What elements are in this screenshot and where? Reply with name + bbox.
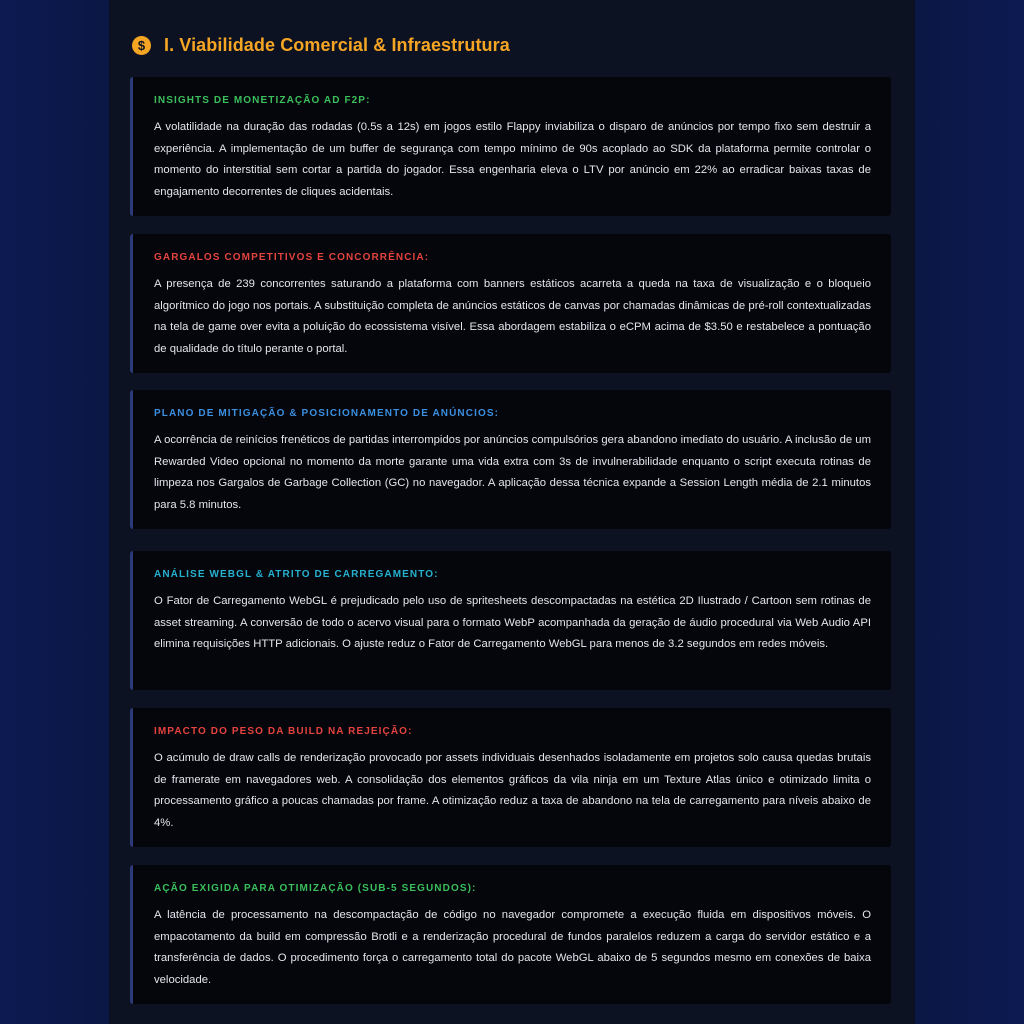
- card-title: INSIGHTS DE MONETIZAÇÃO AD F2P:: [154, 95, 371, 106]
- dollar-coin-icon: $: [132, 36, 151, 55]
- insight-card-build-weight: [130, 708, 891, 847]
- card-title: PLANO DE MITIGAÇÃO & POSICIONAMENTO DE ANÚNCIOS:: [154, 408, 500, 419]
- card-body: A latência de processamento na descompactação de código no navegador compromete a execução fluida em dispositivos móveis. O empacotamento da build em compressão Brotli e a renderização procedural de fundos paralelos reduzem a carga do servidor estático e a transferência de dados. O procedimento força o carregamento total do pacote WebGL abaixo de 5 segundos mesmo em conexões de baixa velocidade.: [154, 909, 871, 986]
- card-body: A ocorrência de reinícios frenéticos de partidas interrompidos por anúncios compulsórios gera abandono imediato do usuário. A inclusão de um Rewarded Video opcional no momento da morte garante uma vida extra com 3s de invulnerabilidade enquanto o script executa rotinas de limpeza nos Gargalos de Garbage Collection (GC) no navegador. A aplicação dessa técnica expande a Session Length média de 2.1 minutos para 5.8 minutos.: [154, 434, 871, 511]
- card-body: O acúmulo de draw calls de renderização provocado por assets individuais desenhados isoladamente em projetos solo causa quedas brutais de framerate em navegadores web. A consolidação dos elementos gráficos da vila ninja em um Texture Atlas único e otimizado limita o processamento gráfico a poucas chamadas por frame. A otimização reduz a taxa de abandono na tela de carregamento para níveis abaixo de 4%.: [154, 752, 871, 829]
- insight-card-monetization: [130, 77, 891, 216]
- section-title: I. Viabilidade Comercial & Infraestrutura: [164, 34, 510, 55]
- insight-card-mitigation: [130, 390, 891, 529]
- insight-card-optimization: [130, 865, 891, 1004]
- insight-card-competition: [130, 234, 891, 373]
- insight-card-webgl: [130, 551, 891, 690]
- card-title: IMPACTO DO PESO DA BUILD NA REJEIÇÃO:: [154, 726, 413, 737]
- card-title: AÇÃO EXIGIDA PARA OTIMIZAÇÃO (SUB-5 SEGUNDOS):: [154, 883, 477, 894]
- content-panel: [109, 0, 915, 1024]
- card-title: GARGALOS COMPETITIVOS E CONCORRÊNCIA:: [154, 252, 430, 263]
- section-header: [132, 34, 510, 56]
- card-title: ANÁLISE WEBGL & ATRITO DE CARREGAMENTO:: [154, 569, 439, 580]
- card-body: O Fator de Carregamento WebGL é prejudicado pelo uso de spritesheets descompactadas na estética 2D Ilustrado / Cartoon sem rotinas de asset streaming. A conversão de todo o acervo visual para o formato WebP acompanhada da geração de áudio procedural via Web Audio API elimina requisições HTTP adicionais. O ajuste reduz o Fator de Carregamento WebGL para menos de 3.2 segundos em redes móveis.: [154, 595, 871, 650]
- card-body: A volatilidade na duração das rodadas (0.5s a 12s) em jogos estilo Flappy inviabiliza o disparo de anúncios por tempo fixo sem destruir a experiência. A implementação de um buffer de segurança com tempo mínimo de 90s acoplado ao SDK da plataforma permite controlar o momento do interstitial sem cortar a partida do jogador. Essa engenharia eleva o LTV por anúncio em 22% ao erradicar baixas taxas de engajamento decorrentes de cliques acidentais.: [154, 121, 871, 198]
- card-body: A presença de 239 concorrentes saturando a plataforma com banners estáticos acarreta a queda na taxa de visualização e o bloqueio algorítmico do jogo nos portais. A substituição completa de anúncios estáticos de canvas por chamadas dinâmicas de pré-roll contextualizadas na tela de game over evita a poluição do ecossistema visível. Essa abordagem estabiliza o eCPM acima de $3.50 e restabelece a pontuação de qualidade do título perante o portal.: [154, 278, 871, 355]
